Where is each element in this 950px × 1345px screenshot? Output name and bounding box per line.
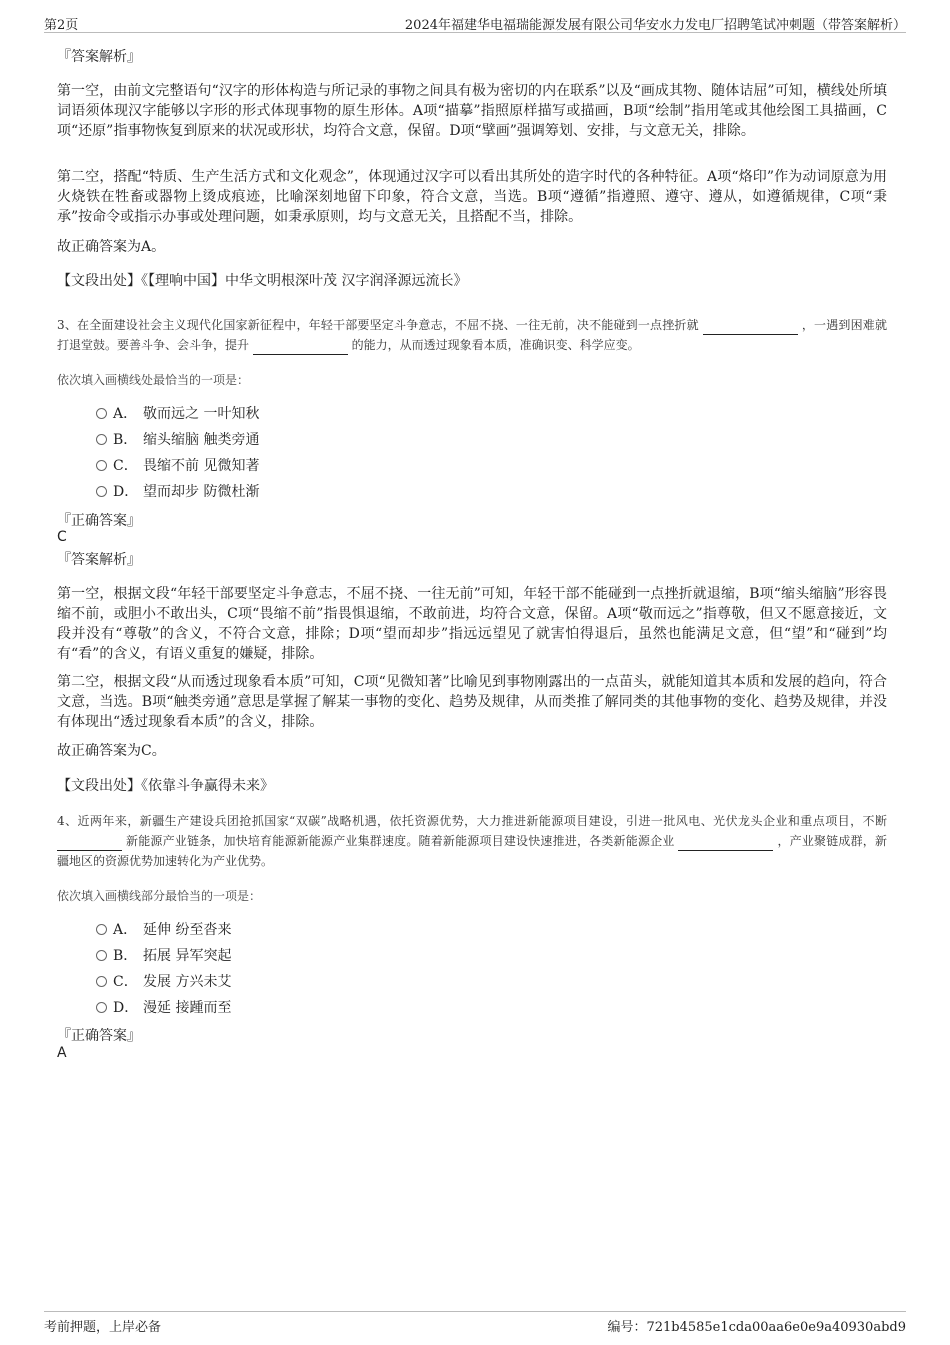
q2-analysis-label: 『答案解析』 bbox=[57, 49, 141, 65]
q4-option-b[interactable]: B． 拓展 异军突起 bbox=[96, 946, 231, 966]
q3-analysis-para-2: 第二空，根据文段“从而透过现象看本质”可知，C项“见微知著”比喻见到事物刚露出的一点苗头，就能知道其本质和发展的趋向，符合文意，当选。B项“触类旁通”意思是掌握了解某一事物的变化、趋势及规律，从而类推了解同类的其他事物的变化、趋势及规律，并没有体现出“透过现象看本质”的含义，排除。 bbox=[57, 674, 887, 730]
q3-conclusion: 故正确答案为C。 bbox=[57, 743, 166, 759]
radio-icon[interactable] bbox=[96, 1002, 107, 1013]
radio-icon[interactable] bbox=[96, 924, 107, 935]
q3-source: 【文段出处】《依靠斗争赢得未来》 bbox=[57, 778, 274, 794]
q2-conclusion: 故正确答案为A。 bbox=[57, 239, 166, 255]
q4-blank-1 bbox=[57, 836, 122, 851]
q4-blank-2 bbox=[678, 836, 773, 851]
q3-option-d[interactable]: D． 望而却步 防微杜渐 bbox=[96, 482, 259, 502]
document-title: 2024年福建华电福瑞能源发展有限公司华安水力发电厂招聘笔试冲刺题（带答案解析） bbox=[404, 18, 906, 33]
radio-icon[interactable] bbox=[96, 434, 107, 445]
radio-icon[interactable] bbox=[96, 950, 107, 961]
q2-analysis-para-1: 第一空，由前文完整语句“汉字的形体构造与所记录的事物之间具有极为密切的内在联系”以及“画成其物、随体诘屈”可知，横线处所填词语须体现汉字能够以字形的形式体现事物的原生形体。A项“描摹”指照原样描写或描画，B项“绘制”指用笔或其他绘图工具描画，C项“还原”指事物恢复到原来的状况或形状，均符合文意，保留。D项“擘画”强调筹划、安排，与文意无关，排除。 bbox=[57, 83, 887, 139]
radio-icon[interactable] bbox=[96, 460, 107, 471]
q3-option-b[interactable]: B． 缩头缩脑 触类旁通 bbox=[96, 430, 259, 450]
footer-slogan: 考前押题，上岸必备 bbox=[44, 1320, 162, 1335]
q3-correct-label: 『正确答案』 bbox=[57, 513, 141, 529]
q4-option-c[interactable]: C． 发展 方兴未艾 bbox=[96, 972, 231, 992]
q3-correct-answer: C bbox=[57, 529, 67, 545]
q4-correct-label: 『正确答案』 bbox=[57, 1028, 141, 1044]
page-footer bbox=[44, 1311, 906, 1334]
q3-blank-2 bbox=[253, 340, 348, 355]
document-id: 编号：721b4585e1cda00aa6e0e9a40930abd9 bbox=[607, 1320, 906, 1335]
page-number: 第2页 bbox=[44, 18, 79, 33]
q3-option-a[interactable]: A． 敬而远之 一叶知秋 bbox=[96, 404, 259, 424]
q4-option-d[interactable]: D． 漫延 接踵而至 bbox=[96, 998, 231, 1018]
q3-analysis-para-1: 第一空，根据文段“年轻干部要坚定斗争意志，不屈不挠、一往无前”可知，年轻干部不能碰到一点挫折就退缩，B项“缩头缩脑”形容畏缩不前，或胆小不敢出头，C项“畏缩不前”指畏惧退缩，不敢前进，均符合文意，保留。A项“敬而远之”指尊敬，但又不愿意接近，文段并没有“尊敬”的含义，不符合文意，排除；D项“望而却步”指远远望见了就害怕得退后，虽然也能满足文意，但“望”和“碰到”均有“看”的含义，有语义重复的嫌疑，排除。 bbox=[57, 586, 887, 662]
q3-stem: 3、在全面建设社会主义现代化国家新征程中，年轻干部要坚定斗争意志，不屈不挠、一往无前，决不能碰到一点挫折就 ，一遇到困难就打退堂鼓。要善斗争、会斗争，提升 的能力，从而透过现象看本质，准确识变、科学应变。 bbox=[57, 315, 887, 355]
radio-icon[interactable] bbox=[96, 486, 107, 497]
q4-stem: 4、近两年来，新疆生产建设兵团抢抓国家“双碳”战略机遇，依托资源优势，大力推进新能源项目建设，引进一批风电、光伏龙头企业和重点项目，不断 新能源产业链条，加快培育能源新能源产业集群速度。随着新能源项目建设快速推进，各类新能源企业 ，产业聚链成群，新疆地区的资源优势加速转化为产业优势。 bbox=[57, 814, 887, 868]
q2-source: 【文段出处】《【理响中国】中华文明根深叶茂 汉字润泽源远流长》 bbox=[57, 273, 468, 289]
page-header bbox=[44, 12, 906, 33]
q3-blank-1 bbox=[703, 320, 798, 335]
q3-option-c[interactable]: C． 畏缩不前 见微知著 bbox=[96, 456, 259, 476]
q4-correct-answer: A bbox=[57, 1045, 67, 1061]
radio-icon[interactable] bbox=[96, 976, 107, 987]
q3-instruction: 依次填入画横线处最恰当的一项是： bbox=[57, 373, 250, 387]
q2-analysis-para-2: 第二空，搭配“特质、生产生活方式和文化观念”，体现通过汉字可以看出其所处的造字时代的各种特征。A项“烙印”作为动词原意为用火烧铁在牲畜或器物上烫成痕迹，比喻深刻地留下印象，符合文意，当选。B项“遵循”指遵照、遵守、遵从，如遵循规律，C项“秉承”按命令或指示办事或处理问题，如秉承原则，均与文意无关，且搭配不当，排除。 bbox=[57, 169, 887, 225]
q4-option-a[interactable]: A． 延伸 纷至沓来 bbox=[96, 920, 231, 940]
q3-analysis-label: 『答案解析』 bbox=[57, 552, 141, 568]
q4-instruction: 依次填入画横线部分最恰当的一项是： bbox=[57, 889, 262, 903]
radio-icon[interactable] bbox=[96, 408, 107, 419]
